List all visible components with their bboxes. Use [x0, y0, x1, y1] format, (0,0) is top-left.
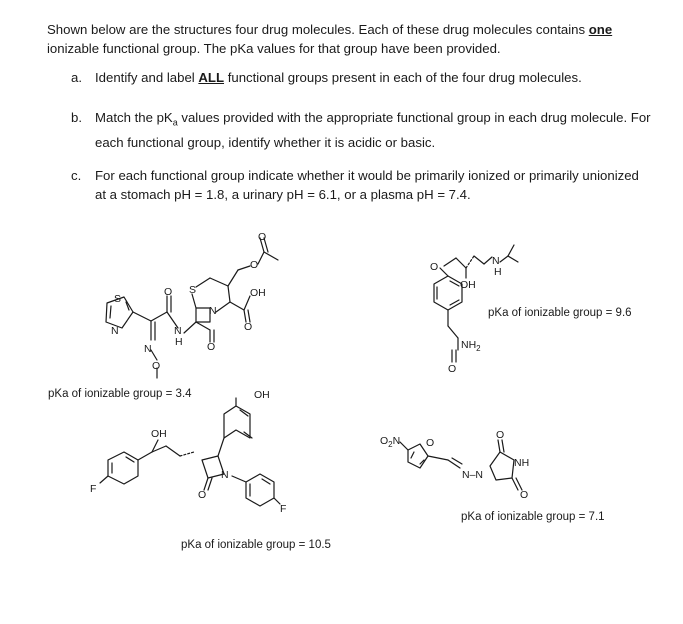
atom-oh-alcohol: OH — [460, 279, 476, 291]
intro-text-end: ionizable functional group. The pKa values for that group have been provided. — [47, 41, 501, 56]
intro-text-start: Shown below are the structures four drug molecules. Each of these drug molecules contains — [47, 22, 589, 37]
pka-label-molecule-4: pKa of ionizable group = 7.1 — [461, 511, 605, 523]
atom-o-acetyl: O — [258, 231, 267, 243]
pka-label-molecule-2: pKa of ionizable group = 9.6 — [488, 307, 632, 319]
atom-o2n-nitro: $O_2N$ — [380, 435, 401, 449]
atom-oh-acid: OH — [250, 287, 266, 299]
question-text-end: values provided with the appropriate functional group in each drug molecule. For each functional group, identify whether it is acidic or basic. — [95, 110, 651, 150]
atom-n-thiazole: N — [111, 325, 119, 337]
atom-f-right: F — [280, 503, 287, 515]
atom-nh-imide: NH — [514, 457, 530, 469]
atom-n-amide: N — [174, 325, 182, 337]
atom-n-oxime: N — [144, 343, 152, 355]
atom-o-amide2: O — [448, 363, 457, 375]
molecule-4-structure — [400, 440, 522, 490]
question-text: Match the pK — [95, 110, 173, 125]
atom-o-ether: O — [430, 261, 439, 273]
atom-o-furan: O — [426, 437, 435, 449]
atom-h-amide: H — [175, 336, 183, 348]
pka-label-molecule-1: pKa of ionizable group = 3.4 — [48, 388, 192, 400]
atom-o-azetidinone: O — [198, 489, 207, 501]
question-letter: a. — [71, 70, 82, 85]
atom-o-hydantoin-bottom: O — [520, 489, 529, 501]
question-letter: b. — [71, 110, 82, 125]
atom-h-amine: H — [494, 266, 502, 278]
question-text-end: functional groups present in each of the four drug molecules. — [224, 70, 582, 85]
atom-n-azetidinone: N — [221, 469, 229, 481]
atom-oh-phenol: OH — [254, 389, 270, 401]
question-subscript: a — [172, 117, 178, 128]
atom-nh2-amide: $NH_2$ — [461, 339, 481, 353]
atom-s-ring: S — [189, 284, 197, 296]
atom-o-ester: O — [250, 259, 259, 271]
atom-s-thiazole: S — [114, 293, 122, 305]
question-text: For each functional group indicate whether it would be primarily ionized or primarily unionized at a stomach pH = 1.8, a urinary pH = 6.1, or a plasma pH = 7.4. — [95, 168, 639, 202]
atom-nn-hydrazone: N–N — [462, 469, 484, 481]
atom-n-amine: N — [492, 255, 500, 267]
atom-n-lactam: N — [209, 305, 217, 317]
atom-o-lactam: O — [207, 341, 216, 353]
atom-o-acid: O — [244, 321, 253, 333]
intro-emphasis: one — [588, 22, 613, 37]
question-emphasis: ALL — [198, 70, 225, 85]
atom-o-amide: O — [164, 286, 173, 298]
atom-f-left: F — [90, 483, 97, 495]
atom-o-hydantoin-top: O — [496, 429, 505, 441]
pka-label-molecule-3: pKa of ionizable group = 10.5 — [181, 539, 331, 551]
question-letter: c. — [71, 168, 82, 183]
atom-oh-benzylic: OH — [151, 428, 167, 440]
question-text: Identify and label — [95, 70, 199, 85]
molecule-3-structure — [100, 398, 280, 506]
atom-o-oxime: O — [152, 360, 161, 372]
